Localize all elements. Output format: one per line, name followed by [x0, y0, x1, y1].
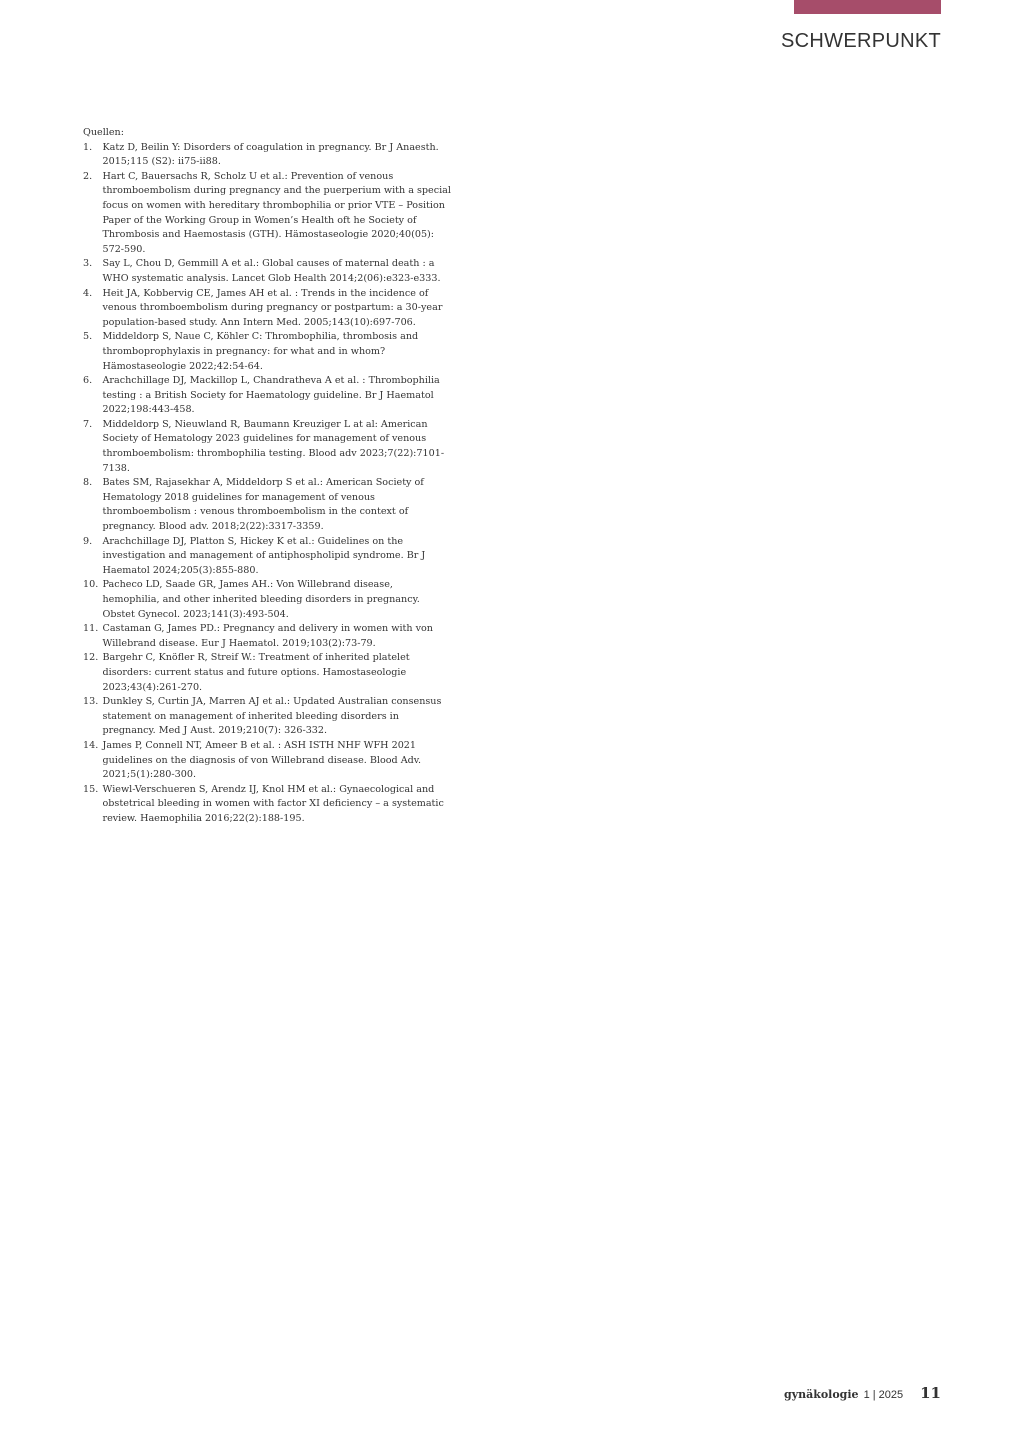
reference-item: [83, 287, 451, 331]
reference-text: Bargehr C, Knöfler R, Streif W.: Treatment of inherited platelet disorders: current status and future options. Hamostaseologie 2023;43(4):261-270.: [102, 652, 410, 693]
reference-text: Say L, Chou D, Gemmill A et al.: Global causes of maternal death : a WHO systematic analysis. Lancet Glob Health 2014;2(06):e323-e333.: [102, 258, 441, 284]
reference-text: Castaman G, James PD.: Pregnancy and delivery in women with von Willebrand disease. Eur J Haematol. 2019;103(2):73-79.: [102, 623, 433, 649]
reference-number: 5.: [83, 331, 93, 343]
reference-item: [83, 651, 451, 695]
reference-number: 2.: [83, 170, 93, 182]
reference-item: [83, 141, 451, 170]
reference-item: [83, 578, 451, 622]
reference-text: Middeldorp S, Naue C, Köhler C: Thrombophilia, thrombosis and thromboprophylaxis in pregnancy: for what and in whom? Hämostaseologie 2022;42:54-64.: [102, 331, 419, 372]
reference-text: Pacheco LD, Saade GR, James AH.: Von Willebrand disease, hemophilia, and other inherited bleeding disorders in pregnancy. Obstet Gynecol. 2023;141(3):493-504.: [102, 579, 420, 620]
reference-text: Middeldorp S, Nieuwland R, Baumann Kreuziger L at al: American Society of Hematology 2023 guidelines for management of venous thromboembolism: thrombophilia testing. Blood adv 2023;7(22):7101-7138.: [102, 418, 445, 474]
references-list: [83, 141, 451, 827]
reference-item: [83, 170, 451, 258]
reference-number: 4.: [83, 287, 93, 299]
reference-number: 10.: [83, 579, 99, 591]
reference-text: Dunkley S, Curtin JA, Marren AJ et al.: Updated Australian consensus statement on management of inherited bleeding disorders in pregnancy. Med J Aust. 2019;210(7): 326-332.: [102, 696, 442, 737]
issue-label: 1 | 2025: [863, 1389, 904, 1401]
header-accent-bar: [794, 0, 941, 14]
reference-item: [83, 418, 451, 476]
reference-number: 9.: [83, 535, 93, 547]
reference-item: [83, 476, 451, 534]
reference-item: [83, 695, 451, 739]
reference-text: James P, Connell NT, Ameer B et al. : ASH ISTH NHF WFH 2021 guidelines on the diagnosis of von Willebrand disease. Blood Adv. 2021;5(1):280-300.: [102, 739, 422, 781]
reference-number: 15.: [83, 783, 99, 795]
reference-text: Hart C, Bauersachs R, Scholz U et al.: Prevention of venous thromboembolism during pregnancy and the puerperium with a special focus on women with hereditary thrombophilia or prior VTE – Position Paper of the Working Group in Women’s Health oft he Society of Thrombosis and Haemostasis (GTH). Hämostaseologie 2020;40(05): 572-590.: [102, 170, 451, 255]
reference-item: [83, 330, 451, 374]
reference-number: 7.: [83, 418, 93, 430]
reference-item: [83, 535, 451, 579]
reference-item: [83, 622, 451, 651]
reference-item: [83, 739, 451, 783]
reference-item: [83, 374, 451, 418]
reference-text: Arachchillage DJ, Mackillop L, Chandratheva A et al. : Thrombophilia testing : a British Society for Haematology guideline. Br J Haematol 2022;198:443-458.: [102, 375, 440, 416]
reference-text: Heit JA, Kobbervig CE, James AH et al. : Trends in the incidence of venous thromboembolism during pregnancy or postpartum: a 30-year population-based study. Ann Intern Med. 2005;143(10):697-706.: [102, 287, 443, 328]
section-label: SCHWERPUNKT: [781, 30, 941, 52]
reference-item: [83, 783, 451, 827]
reference-number: 8.: [83, 477, 93, 489]
reference-number: 6.: [83, 375, 93, 387]
page-number: 11: [920, 1384, 941, 1402]
reference-number: 13.: [83, 696, 99, 708]
reference-text: Bates SM, Rajasekhar A, Middeldorp S et al.: American Society of Hematology 2018 guidelines for management of venous thromboembolism : venous thromboembolism in the context of pregnancy. Blood adv. 2018;2(22):3317-3359.: [102, 477, 424, 533]
journal-name: gynäkologie: [784, 1388, 859, 1401]
reference-number: 11.: [83, 623, 99, 635]
reference-item: [83, 257, 451, 286]
reference-number: 14.: [83, 739, 99, 751]
reference-number: 12.: [83, 652, 99, 664]
reference-text: Wiewl-Verschueren S, Arendz IJ, Knol HM et al.: Gynaecological and obstetrical bleeding in women with factor XI deficiency – a systematic review. Haemophilia 2016;22(2):188-195.: [102, 783, 444, 824]
references-heading: Quellen:: [83, 127, 124, 138]
reference-text: Katz D, Beilin Y: Disorders of coagulation in pregnancy. Br J Anaesth. 2015;115 (S2): ii75-ii88.: [102, 141, 439, 168]
reference-number: 1.: [83, 141, 93, 153]
page-footer: [784, 1384, 941, 1402]
reference-text: Arachchillage DJ, Platton S, Hickey K et al.: Guidelines on the investigation and management of antiphospholipid syndrome. Br J Haematol 2024;205(3):855-880.: [102, 535, 426, 576]
reference-number: 3.: [83, 258, 93, 270]
references-section: [83, 126, 451, 827]
